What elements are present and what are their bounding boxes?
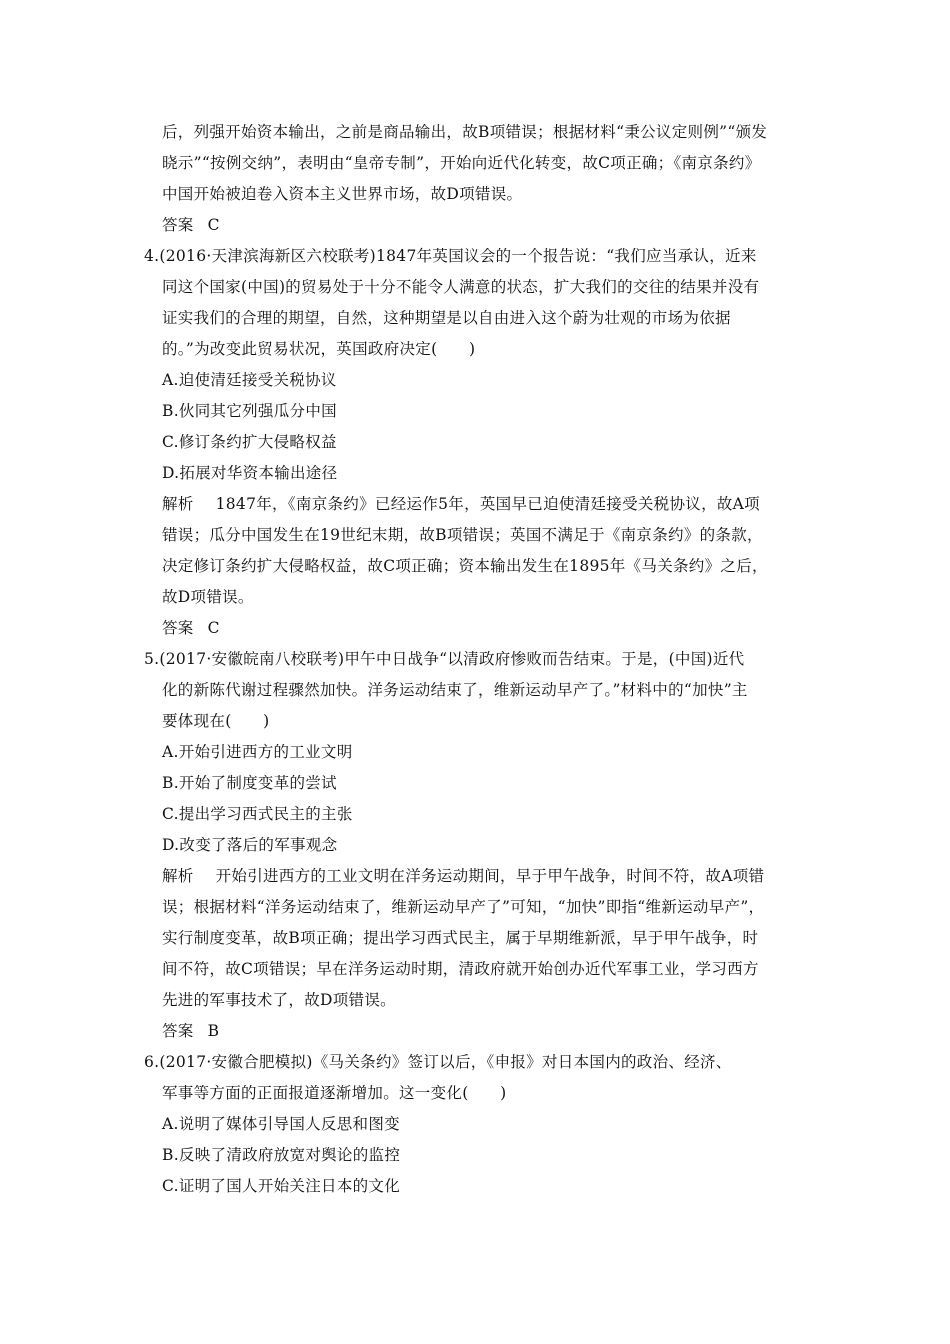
prev-answer — [162, 214, 220, 236]
question-stem-line: 要体现在( ) — [162, 712, 270, 730]
analysis-line: 先进的军事技术了，故D项错误。 — [162, 991, 396, 1009]
answer-value: C — [207, 619, 220, 637]
analysis-label: 解析 — [162, 495, 194, 513]
option-d: D.改变了落后的军事观念 — [162, 836, 338, 854]
question-number: 5. — [144, 650, 160, 668]
answer-value: B — [207, 1022, 220, 1040]
option-b: B.反映了清政府放宽对舆论的监控 — [162, 1146, 401, 1164]
question-stem-line: (2016·天津滨海新区六校联考)1847年英国议会的一个报告说：“我们应当承认，近来 — [159, 247, 757, 265]
question-stem-line: 军事等方面的正面报道逐渐增加。这一变化( ) — [162, 1084, 507, 1102]
question-stem-line: 的。”为改变此贸易状况，英国政府决定( ) — [162, 340, 476, 358]
answer — [162, 1020, 219, 1042]
question-stem-line: (2017·安徽皖南八校联考)甲午中日战争“以清政府惨败而告结束。于是，(中国)近代 — [159, 650, 745, 668]
answer-label: 答案 — [162, 1022, 194, 1040]
answer-label: 答案 — [162, 216, 194, 234]
analysis-line: 开始引进西方的工业文明在洋务运动期间，早于甲午战争，时间不符，故A项错 — [215, 867, 765, 885]
analysis-line: 错误；瓜分中国发生在19世纪末期，故B项错误；英国不满足于《南京条约》的条款， — [162, 526, 763, 544]
prev-analysis-line: 中国开始被迫卷入资本主义世界市场，故D项错误。 — [162, 185, 523, 203]
option-c: C.证明了国人开始关注日本的文化 — [162, 1177, 401, 1195]
answer-value: C — [207, 216, 220, 234]
analysis-first-line — [162, 493, 760, 515]
option-c: C.提出学习西式民主的主张 — [162, 805, 353, 823]
question-5-stem-first — [144, 648, 744, 670]
question-stem-line: 化的新陈代谢过程骤然加快。洋务运动结束了，维新运动早产了。”材料中的“加快”主 — [162, 681, 748, 699]
option-a: A.迫使清廷接受关税协议 — [162, 371, 337, 389]
option-b: B.开始了制度变革的尝试 — [162, 774, 337, 792]
question-number: 4. — [144, 247, 160, 265]
analysis-line: 误；根据材料“洋务运动结束了，维新运动早产了”可知，“加快”即指“维新运动早产”， — [162, 898, 765, 916]
question-number: 6. — [144, 1053, 160, 1071]
analysis-label: 解析 — [162, 867, 194, 885]
prev-analysis-line: 后，列强开始资本输出，之前是商品输出，故B项错误；根据材料“秉公议定则例”“颁发 — [162, 123, 768, 141]
analysis-line: 1847年，《南京条约》已经运作5年，英国早已迫使清廷接受关税协议，故A项 — [215, 495, 760, 513]
prev-analysis-line: 晓示”“按例交纳”，表明由“皇帝专制”，开始向近代化转变，故C项正确；《南京条约》 — [162, 154, 761, 172]
option-a: A.开始引进西方的工业文明 — [162, 743, 353, 761]
option-a: A.说明了媒体引导国人反思和图变 — [162, 1115, 400, 1133]
answer — [162, 617, 220, 639]
question-stem-line: 同这个国家(中国)的贸易处于十分不能令人满意的状态，扩大我们的交往的结果并没有 — [162, 278, 760, 296]
option-c: C.修订条约扩大侵略权益 — [162, 433, 337, 451]
question-6-stem-first — [144, 1051, 732, 1073]
question-4-stem-first — [144, 245, 757, 267]
answer-label: 答案 — [162, 619, 194, 637]
analysis-line: 决定修订条约扩大侵略权益，故C项正确；资本输出发生在1895年《马关条约》之后， — [162, 557, 768, 575]
question-stem-line: 证实我们的合理的期望，自然，这种期望是以自由进入这个蔚为壮观的市场为依据 — [162, 309, 731, 327]
analysis-line: 间不符，故C项错误；早在洋务运动时期，清政府就开始创办近代军事工业，学习西方 — [162, 960, 759, 978]
option-d: D.拓展对华资本输出途径 — [162, 464, 338, 482]
question-stem-line: (2017·安徽合肥模拟)《马关条约》签订以后，《申报》对日本国内的政治、经济、 — [159, 1053, 732, 1071]
analysis-line: 实行制度变革，故B项正确；提出学习西式民主，属于早期维新派，早于甲午战争，时 — [162, 929, 759, 947]
analysis-first-line — [162, 865, 764, 887]
analysis-line: 故D项错误。 — [162, 588, 254, 606]
option-b: B.伙同其它列强瓜分中国 — [162, 402, 337, 420]
